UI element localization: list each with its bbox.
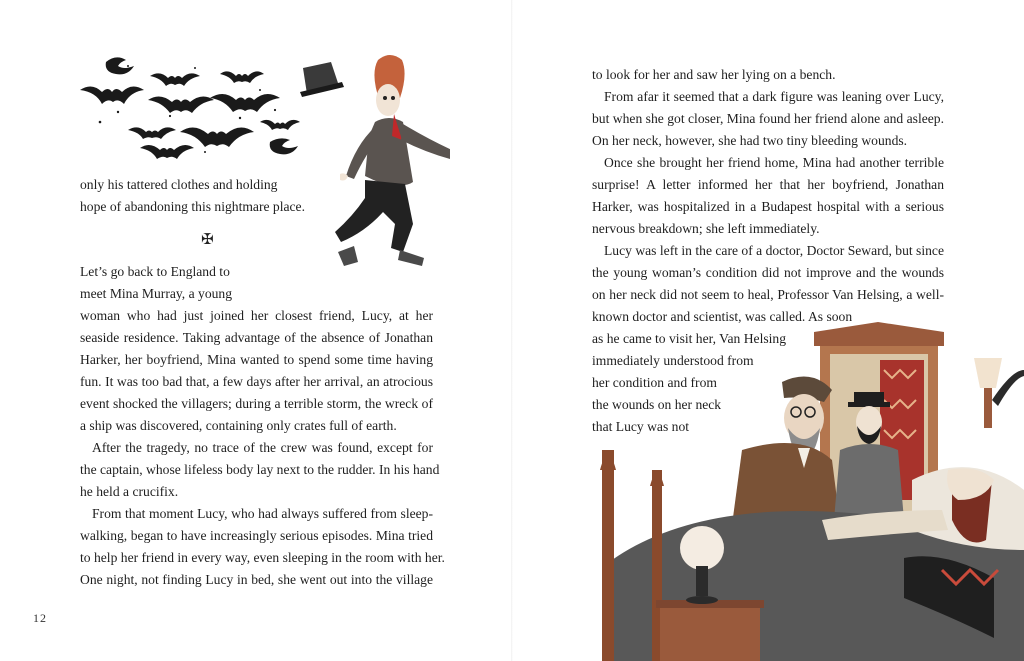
text-line: to look for her and saw her lying on a bench. — [592, 67, 836, 82]
text-line: on her neck did not seem to heal, Professor Van Helsing, a well- — [592, 287, 944, 302]
text-line: a ship was discovered, containing only crates full of earth. — [80, 418, 397, 433]
text-line: Harker, was hospitalized in a Budapest hospital with a serious — [592, 199, 944, 214]
text-line: to help her friend in every way, even sleeping in the room with her. — [80, 550, 445, 565]
text-line: From afar it seemed that a dark figure was leaning over Lucy, — [604, 89, 944, 104]
text-line: but when she got closer, Mina found her friend alone and asleep. — [592, 111, 944, 126]
text-line: event shocked the villagers; during a terrible storm, the wreck of — [80, 396, 433, 411]
text-line: immediately understood from — [592, 353, 754, 368]
text-line: hope of abandoning this nightmare place. — [80, 199, 305, 214]
text-line: walking, began to have increasingly serious episodes. Mina tried — [80, 528, 433, 543]
text-line: the young woman’s condition did not improve and the wounds — [592, 265, 944, 280]
bedside-table — [656, 600, 764, 661]
text-line: After the tragedy, no trace of the crew was found, except for — [92, 440, 433, 455]
text-line: that Lucy was not — [592, 419, 690, 434]
text-line: Harker, her boyfriend, Mina wanted to spend some time having — [80, 352, 433, 367]
text-line: On her neck, however, she had two tiny bleeding wounds. — [592, 133, 908, 148]
left-text-block-c — [80, 305, 445, 591]
page-number: 12 — [33, 611, 47, 625]
cross-ornament-icon: ✠ — [201, 230, 214, 248]
bats-and-running-man-illustration — [70, 52, 450, 287]
text-line: seaside residence. Taking advantage of the absence of Jonathan — [80, 330, 433, 345]
text-line: Once she brought her friend home, Mina had another terrible — [604, 155, 944, 170]
text-line: One night, not finding Lucy in bed, she went out into the village — [80, 572, 433, 587]
bats-icon — [80, 57, 300, 159]
text-line: Lucy was left in the care of a doctor, Doctor Seward, but since — [604, 243, 944, 258]
text-line: From that moment Lucy, who had always suffered from sleep- — [92, 506, 433, 521]
text-line: her condition and from — [592, 375, 717, 390]
left-text-block-a — [80, 174, 305, 218]
text-line: meet Mina Murray, a young — [80, 286, 233, 301]
text-line: as he came to visit her, Van Helsing — [592, 331, 787, 346]
running-man-figure — [335, 55, 450, 266]
text-line: he held a crucifix. — [80, 484, 179, 499]
right-text-block — [592, 64, 944, 328]
text-line: Let’s go back to England to — [80, 264, 230, 279]
wall-lamp-icon — [974, 358, 1024, 428]
text-line: surprise! A letter informed her that her boyfriend, Jonathan — [592, 177, 944, 192]
text-line: nervous breakdown; she left immediately. — [592, 221, 820, 236]
text-line: woman who had just joined her closest friend, Lucy, at her — [80, 308, 433, 323]
text-line: fun. It was too bad that, a few days after her arrival, an atrocious — [80, 374, 433, 389]
bedroom-illustration — [592, 320, 1024, 661]
text-line: known doctor and scientist, was called. As soon — [592, 309, 853, 324]
right-page — [512, 0, 1024, 661]
top-hat-icon — [300, 62, 344, 97]
text-line: the captain, whose lifeless body lay next to the rudder. In his hand — [80, 462, 440, 477]
left-text-block-b — [80, 261, 245, 305]
text-line: only his tattered clothes and holding — [80, 177, 278, 192]
text-line: the wounds on her neck — [592, 397, 722, 412]
